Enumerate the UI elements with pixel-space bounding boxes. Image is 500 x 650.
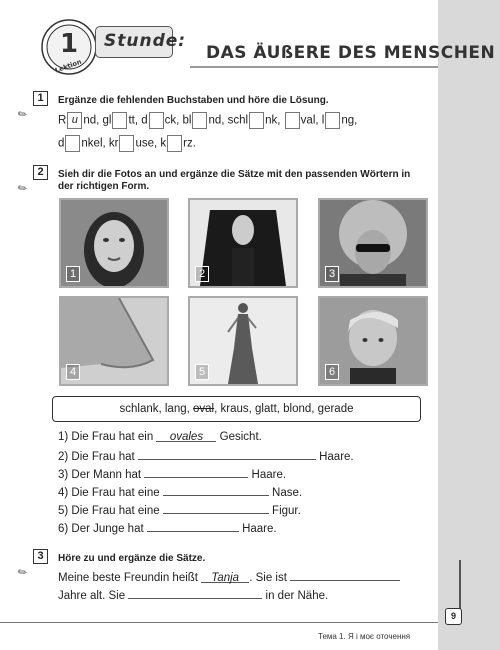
word-fragment: R bbox=[58, 114, 67, 127]
photo-number: 3 bbox=[325, 266, 339, 282]
answer-blank[interactable] bbox=[128, 588, 262, 599]
sentence-text: Nase. bbox=[272, 487, 303, 499]
letter-gap-box[interactable] bbox=[192, 112, 207, 129]
pencil-icon: ✎ bbox=[15, 565, 31, 581]
answer-blank[interactable] bbox=[163, 503, 269, 514]
photo-woman-dress bbox=[188, 296, 298, 386]
exercise-3-line-2 bbox=[58, 588, 328, 602]
sentence-text: Haare. bbox=[242, 523, 277, 535]
word-bank bbox=[52, 396, 421, 422]
sentence-text: 6) Der Junge hat bbox=[58, 523, 144, 535]
sentence-text: Meine beste Freundin heißt bbox=[58, 572, 198, 584]
sentence-6 bbox=[58, 521, 277, 535]
word-fragment: ng, bbox=[341, 114, 358, 127]
sentence-text: Haare. bbox=[251, 469, 287, 481]
letter-gap-box[interactable] bbox=[65, 135, 80, 152]
title-underline bbox=[190, 66, 438, 68]
sentence-text: Jahre alt. Sie bbox=[58, 590, 126, 602]
exercise-2-number: 2 bbox=[33, 165, 48, 180]
letter-gap-box[interactable] bbox=[167, 135, 182, 152]
answer-blank[interactable] bbox=[163, 485, 269, 496]
footer-text: Тема 1. Я і моє оточення bbox=[318, 632, 411, 641]
word-fragment: nk, bbox=[265, 114, 284, 127]
answer-blank[interactable] bbox=[290, 570, 400, 581]
photo-nose bbox=[59, 296, 169, 386]
word-fragment: d bbox=[58, 137, 65, 150]
sentence-4 bbox=[58, 485, 302, 499]
word-fragment: ck, bl bbox=[164, 114, 192, 127]
word-bank-words-after: , kraus, glatt, blond, gerade bbox=[214, 403, 354, 415]
letter-gap-box[interactable] bbox=[149, 112, 164, 129]
sentence-2 bbox=[58, 449, 354, 463]
answer-blank[interactable] bbox=[138, 449, 316, 460]
word-fragment: rz. bbox=[183, 137, 196, 150]
exercise-2-instruction-line-2: der richtigen Form. bbox=[58, 181, 150, 192]
svg-text:Lektion: Lektion bbox=[54, 57, 83, 75]
word-fragment: nd, gl bbox=[83, 114, 112, 127]
exercise-1-line-1 bbox=[58, 112, 357, 129]
photo-man-curly-hair bbox=[318, 198, 428, 288]
letter-gap-box[interactable] bbox=[119, 135, 134, 152]
letter-gap-box[interactable] bbox=[285, 112, 300, 129]
sentence-text: 5) Die Frau hat eine bbox=[58, 505, 160, 517]
footer-rule bbox=[0, 622, 438, 623]
word-fragment: use, k bbox=[135, 137, 167, 150]
page-side-margin bbox=[438, 0, 500, 650]
lesson-badge bbox=[40, 18, 98, 76]
word-fragment: tt, d bbox=[128, 114, 148, 127]
photo-number: 6 bbox=[325, 364, 339, 380]
sentence-1 bbox=[58, 431, 262, 443]
sentence-text: Gesicht. bbox=[219, 431, 262, 443]
sentence-text: 4) Die Frau hat eine bbox=[58, 487, 160, 499]
photo-number: 4 bbox=[66, 364, 80, 380]
photo-number: 5 bbox=[195, 364, 209, 380]
sentence-text: Figur. bbox=[272, 505, 301, 517]
letter-gap-box[interactable] bbox=[249, 112, 264, 129]
letter-gap-box[interactable]: u bbox=[67, 112, 82, 129]
photo-woman-long-hair bbox=[188, 198, 298, 288]
exercise-3-line-1 bbox=[58, 570, 400, 584]
word-fragment: nkel, kr bbox=[81, 137, 119, 150]
word-fragment: nd, schl bbox=[208, 114, 249, 127]
word-bank-struck-word: oval bbox=[193, 403, 215, 415]
sentence-text: in der Nähe. bbox=[265, 590, 329, 602]
exercise-3-instruction: Höre zu und ergänze die Sätze. bbox=[58, 553, 206, 564]
sentence-5 bbox=[58, 503, 301, 517]
letter-gap-box[interactable] bbox=[112, 112, 127, 129]
exercise-2-instruction-line-1: Sieh dir die Fotos an und ergänze die Sätze mit den passenden Wörtern in bbox=[58, 169, 411, 180]
page-number: 9 bbox=[445, 608, 462, 625]
pencil-icon: ✎ bbox=[15, 107, 31, 123]
photo-number: 2 bbox=[195, 266, 209, 282]
word-fragment: val, l bbox=[300, 114, 325, 127]
sentence-text: 1) Die Frau hat ein bbox=[58, 431, 154, 443]
exercise-1-instruction: Ergänze die fehlenden Buchstaben und höre die Lösung. bbox=[58, 95, 329, 106]
photo-woman-face bbox=[59, 198, 169, 288]
exercise-3-number: 3 bbox=[33, 549, 48, 564]
letter-gap-box[interactable] bbox=[325, 112, 340, 129]
word-bank-words-before: schlank, lang, bbox=[119, 403, 194, 415]
exercise-1-number: 1 bbox=[33, 91, 48, 106]
sentence-text: 2) Die Frau hat bbox=[58, 451, 135, 463]
exercise-1-line-2 bbox=[58, 135, 196, 152]
pencil-icon: ✎ bbox=[15, 181, 31, 197]
sentence-3 bbox=[58, 467, 286, 481]
stunde-label: Stunde: bbox=[104, 31, 187, 51]
answer-blank[interactable] bbox=[147, 521, 239, 532]
answer-blank[interactable] bbox=[144, 467, 248, 478]
photo-boy-blond bbox=[318, 296, 428, 386]
sentence-text: . Sie ist bbox=[249, 572, 287, 584]
sentence-text: 3) Der Mann hat bbox=[58, 469, 142, 481]
answer-blank[interactable]: ovales bbox=[156, 431, 216, 442]
sentence-text: Haare. bbox=[319, 451, 354, 463]
page-edge-line bbox=[459, 560, 461, 610]
photo-number: 1 bbox=[66, 266, 80, 282]
answer-blank[interactable]: Tanja bbox=[201, 572, 249, 583]
page-title: DAS ÄUßERE DES MENSCHEN bbox=[206, 43, 496, 63]
svg-text:1: 1 bbox=[59, 29, 79, 59]
